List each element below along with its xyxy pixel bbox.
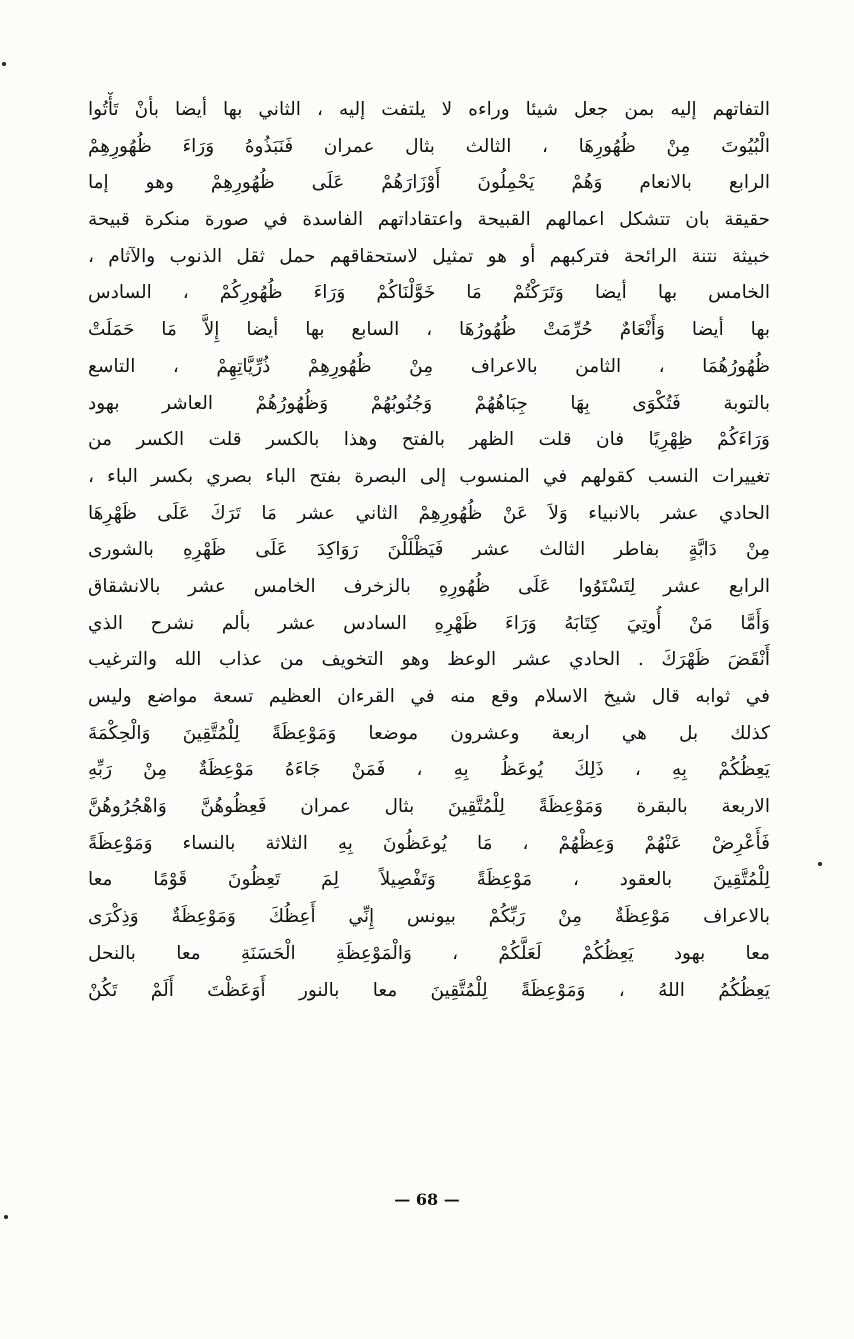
text-line: بها أيضا وَأَنْعَامٌ حُرِّمَتْ ظُهُورُهَا ، السابع بها أيضا إِلاَّ مَا حَمَلَتْ <box>88 319 770 341</box>
text-line: تغييرات النسب كقولهم في المنسوب إلى البصرة بفتح الباء بصري بكسر الباء ، <box>88 465 770 487</box>
text-line: خبيثة نتنة الرائحة فتركبهم أو هو تمثيل لاستحقاقهم حمل ثقل الذنوب والآثام ، <box>88 245 770 267</box>
text-line: الرابع عشر لِتَسْتَوُوا عَلَى ظُهُورِهِ بالزخرف الخامس عشر بالانشقاق <box>88 575 770 597</box>
text-line: الخامس بها أيضا وَتَرَكْتُمْ مَا خَوَّلْنَاكُمْ وَرَاءَ ظُهُورِكُمْ ، السادس <box>88 282 770 304</box>
text-line: يَعِظُكُمُ اللهُ ، وَمَوْعِظَةً لِلْمُتَّقِينَ معا بالنور أَوَعَظْتَ أَلَمْ تَكُنْ <box>88 979 770 1001</box>
text-line: حقيقة بان تتشكل اعمالهم القبيحة واعتقاداتهم الفاسدة في صورة منكرة قبيحة <box>88 209 770 231</box>
body-text <box>88 92 770 1009</box>
text-line: وَأَمَّا مَنْ أُوتِيَ كِتَابَهُ وَرَاءَ ظَهْرِهِ السادس عشر بألم نشرح الذي <box>88 612 770 634</box>
text-line: بالاعراف مَوْعِظَةٌ مِنْ رَبِّكُمْ بيونس إِنِّي أَعِظُكَ وَمَوْعِظَةٌ وَذِكْرَى <box>88 906 770 928</box>
text-line: بالتوبة فَتُكْوَى بِهَا جِبَاهُهُمْ وَجُنُوبُهُمْ وَظُهُورُهُمْ العاشر بهود <box>88 392 770 414</box>
text-line: معا بهود يَعِظُكُمْ لَعَلَّكُمْ ، وَالْمَوْعِظَةِ الْحَسَنَةِ معا بالنحل <box>88 942 770 964</box>
page-number: — 68 — <box>394 1190 460 1209</box>
scan-speck <box>4 1215 8 1219</box>
text-line: أَنْقَضَ ظَهْرَكَ . الحادي عشر الوعظ وهو التخويف من عذاب الله والترغيب <box>88 649 770 671</box>
text-line: الاربعة بالبقرة وَمَوْعِظَةً لِلْمُتَّقِينَ بثال عمران فَعِظُوهُنَّ وَاهْجُرُوهُنَّ <box>88 796 770 818</box>
text-line: وَرَاءَكُمْ ظِهْرِيًا فان قلت الظهر بالفتح وهذا بالكسر قلت الكسر من <box>88 429 770 451</box>
text-line: الْبُيُوتَ مِنْ ظُهُورِهَا ، الثالث بثال عمران فَنَبَذُوهُ وَرَاءَ ظُهُورِهِمْ <box>88 135 770 157</box>
text-line: لِلْمُتَّقِينَ بالعقود ، مَوْعِظَةً وَتَفْصِيلاً لِمَ تَعِظُونَ قَوْمًا معا <box>88 869 770 891</box>
scan-speck <box>818 862 822 866</box>
text-line: ظُهُورُهُمَا ، الثامن بالاعراف مِنْ ظُهُورِهِمْ ذُرِّيَّاتِهِمْ ، التاسع <box>88 355 770 377</box>
text-line: فَأَعْرِضْ عَنْهُمْ وَعِظْهُمْ ، مَا يُوعَظُونَ بِهِ الثلاثة بالنساء وَمَوْعِظَةً <box>88 832 770 854</box>
text-line: مِنْ دَابَّةٍ بفاطر الثالث عشر فَيَظْلَلْنَ رَوَاكِدَ عَلَى ظَهْرِهِ بالشورى <box>88 539 770 561</box>
text-line: التفاتهم إليه بمن جعل شيئا وراءه لا يلتفت إليه ، الثاني بها أيضا بأنْ تَأْتُوا <box>88 99 770 120</box>
text-line: الرابع بالانعام وَهُمْ يَحْمِلُونَ أَوْزَارَهُمْ عَلَى ظُهُورِهِمْ وهو إما <box>88 172 770 194</box>
scan-speck <box>2 62 6 66</box>
text-line: كذلك بل هي اربعة وعشرون موضعا وَمَوْعِظَةً لِلْمُتَّقِينَ وَالْحِكْمَةَ <box>88 722 770 744</box>
text-line: في ثوابه قال شيخ الاسلام وقع منه في القرءان العظيم تسعة مواضع وليس <box>88 686 770 707</box>
text-line: يَعِظُكُمْ بِهِ ، ذَلِكَ يُوعَظُ بِهِ ، فَمَنْ جَاءَهُ مَوْعِظَةٌ مِنْ رَبِّهِ <box>88 759 770 781</box>
text-line: الحادي عشر بالانبياء وَلاَ عَنْ ظُهُورِهِمْ الثاني عشر مَا تَرَكَ عَلَى ظَهْرِهَا <box>88 502 770 524</box>
